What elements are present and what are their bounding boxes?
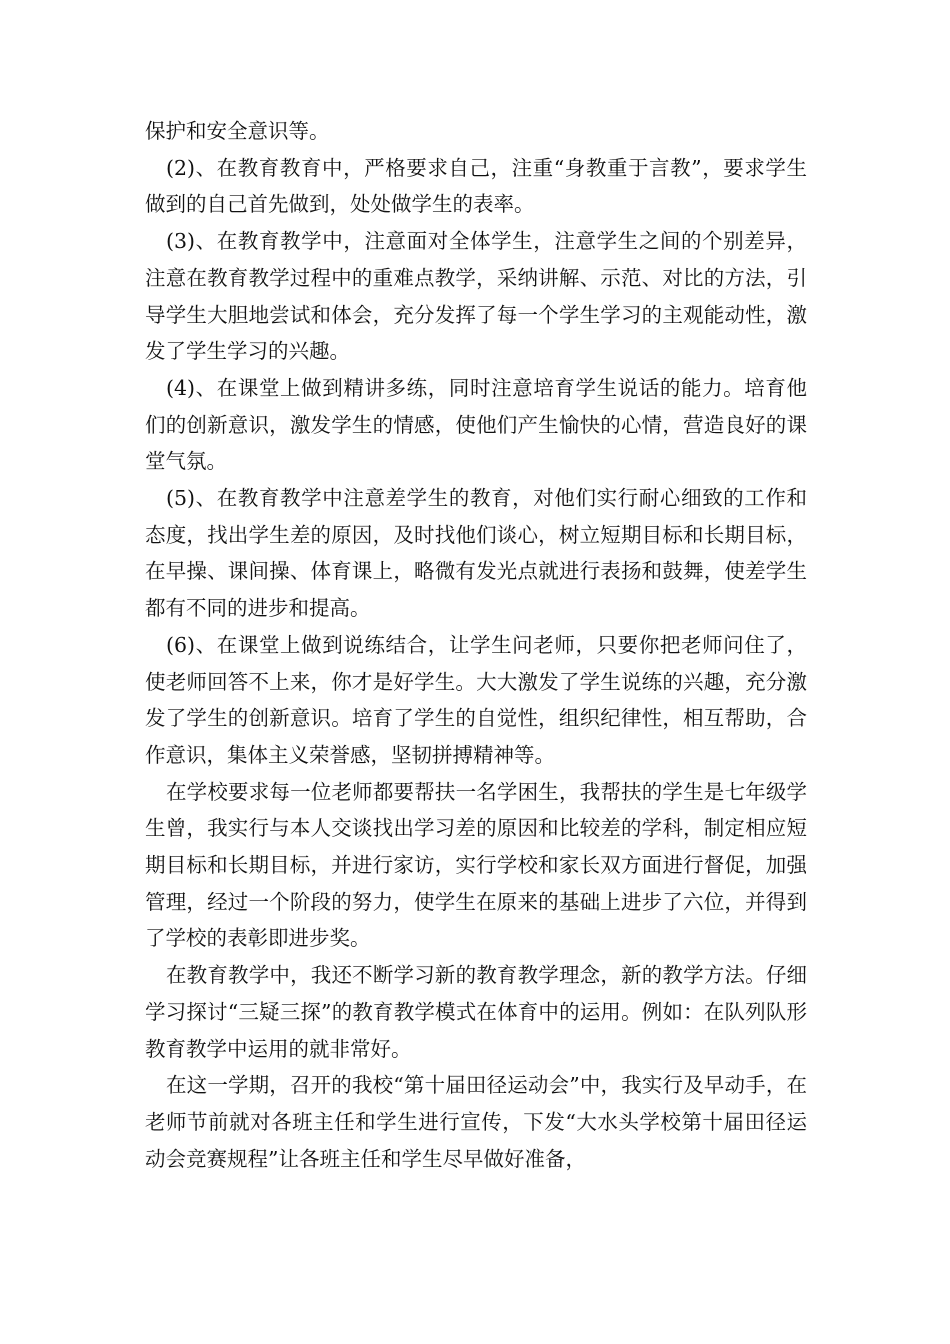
paragraph-3: (3)、在教育教学中，注意面对全体学生，注意学生之间的个别差异，注意在教育教学过程中的重难点教学，采纳讲解、示范、对比的方法，引导学生大胆地尝试和体会，充分发挥了每一个学生学习的主观能动性，激发了学生学习的兴趣。 (145, 229, 807, 364)
paragraph-4: (4)、在课堂上做到精讲多练，同时注意培育学生说话的能力。培育他们的创新意识，激发学生的情感，使他们产生愉快的心情，营造良好的课堂气氛。 (145, 375, 807, 474)
paragraph-8: 在教育教学中，我还不断学习新的教育教学理念，新的教学方法。仔细学习探讨“三疑三探”的教育教学模式在体育中的运用。例如：在队列队形教育教学中运用的就非常好。 (145, 963, 807, 1061)
paragraph-5: (5)、在教育教学中注意差学生的教育，对他们实行耐心细致的工作和态度，找出学生差的原因，及时找他们谈心，树立短期目标和长期目标，在早操、课间操、体育课上，略微有发光点就进行表扬和鼓舞，使差学生都有不同的进步和提高。 (145, 486, 807, 621)
paragraph-6: (6)、在课堂上做到说练结合，让学生问老师，只要你把老师问住了，使老师回答不上来，你才是好学生。大大激发了学生说练的兴趣，充分激发了学生的创新意识。培育了学生的自觉性，组织纪律性，相互帮助，合作意识，集体主义荣誉感，坚韧拼搏精神等。 (145, 632, 807, 767)
paragraph-2: (2)、在教育教育中，严格要求自己，注重“身教重于言教”，要求学生做到的自己首先做到，处处做学生的表率。 (145, 155, 807, 217)
paragraph-7: 在学校要求每一位老师都要帮扶一名学困生，我帮扶的学生是七年级学生曾，我实行与本人交谈找出学习差的原因和比较差的学科，制定相应短期目标和长期目标，并进行家访，实行学校和家长双方面进行督促，加强管理，经过一个阶段的努力，使学生在原来的基础上进步了六位，并得到了学校的表彰即进步奖。 (145, 779, 807, 951)
paragraph-1: 保护和安全意识等。 (145, 119, 330, 143)
paragraph-9: 在这一学期，召开的我校“第十届田径运动会”中，我实行及早动手，在老师节前就对各班主任和学生进行宣传，下发“大水头学校第十届田径运动会竞赛规程”让各班主任和学生尽早做好准备， (145, 1073, 807, 1171)
document-page (145, 113, 807, 1177)
